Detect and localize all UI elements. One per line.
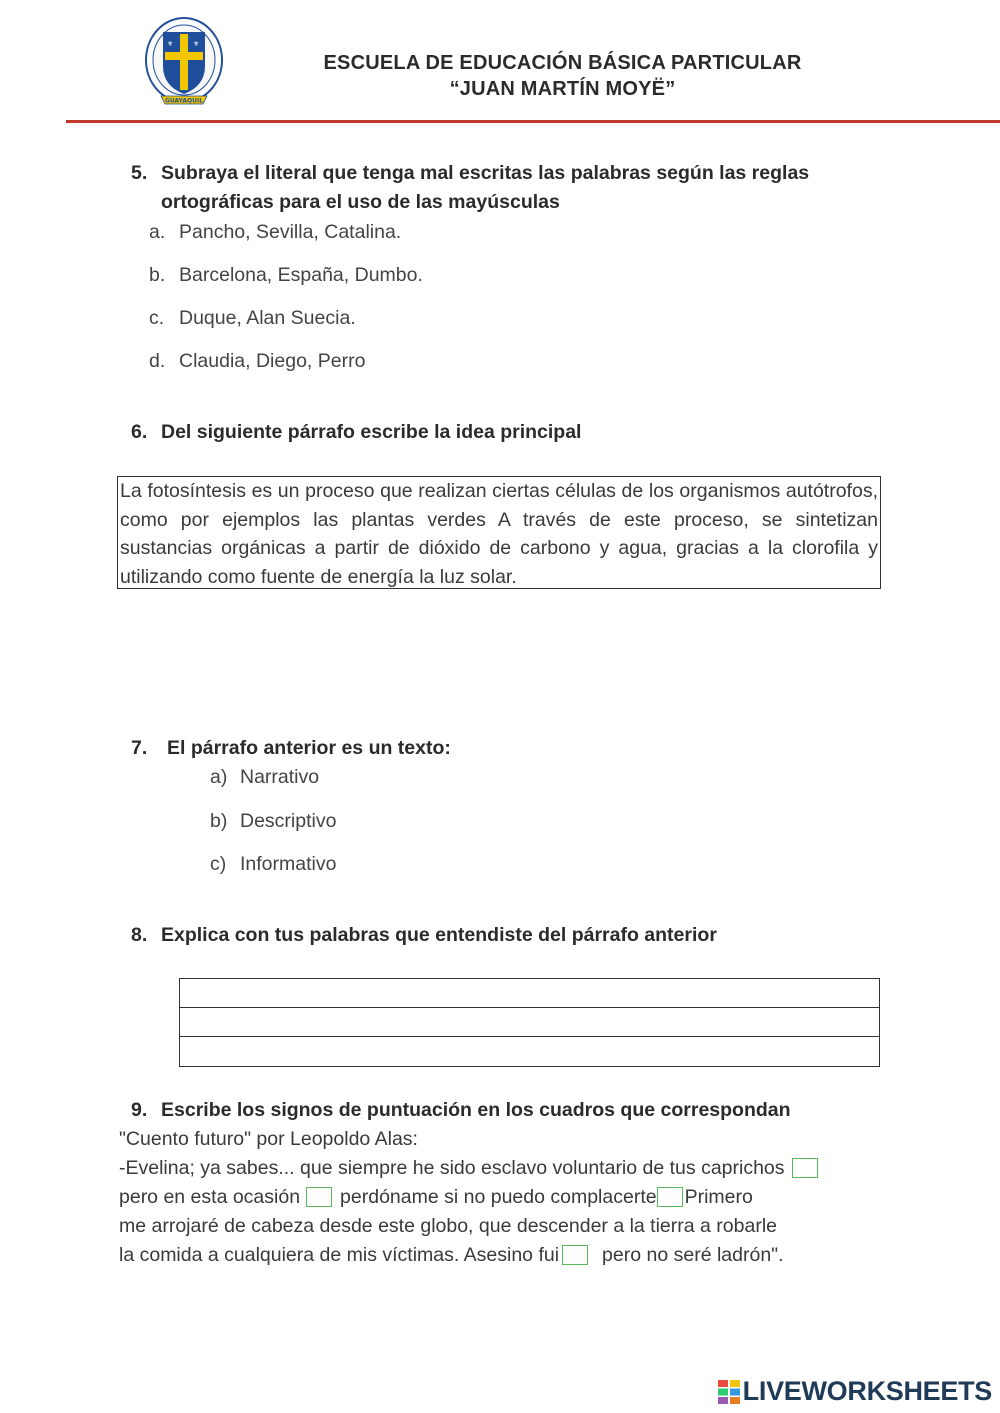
question-8-heading <box>131 921 871 950</box>
story-line-5 <box>119 1241 822 1270</box>
option-letter: a. <box>149 221 166 243</box>
question-6-number: 6. <box>131 421 148 443</box>
option-text: Informativo <box>240 853 337 875</box>
question-5-text-line1: Subraya el literal que tenga mal escritas las palabras según las reglas <box>161 162 810 184</box>
liveworksheets-icon <box>718 1380 740 1404</box>
q5-option-a[interactable] <box>149 219 401 245</box>
question-9-text: Escribe los signos de puntuación en los cuadros que correspondan <box>161 1099 791 1121</box>
question-9-number: 9. <box>131 1099 148 1121</box>
option-text: Pancho, Sevilla, Catalina. <box>179 221 402 243</box>
school-name-line1: ESCUELA DE EDUCACIÓN BÁSICA PARTICULAR <box>323 52 802 74</box>
question-6-heading <box>131 418 871 447</box>
school-name-line2: “JUAN MARTÍN MOYË” <box>449 78 676 100</box>
question-7-text: El párrafo anterior es un texto: <box>167 737 451 759</box>
option-text: Descriptivo <box>240 810 337 832</box>
story-text <box>119 1125 822 1270</box>
story-line-2-text: -Evelina; ya sabes... que siempre he sido esclavo voluntario de tus caprichos <box>119 1157 785 1179</box>
punctuation-box-3[interactable] <box>657 1187 683 1207</box>
story-line-3a: pero en esta ocasión <box>119 1186 301 1208</box>
logo-banner-text: GUAYAQUIL <box>164 97 204 105</box>
story-line-3c: Primero <box>684 1186 753 1208</box>
option-letter: d. <box>149 350 166 372</box>
answer-line-1[interactable] <box>180 979 879 1008</box>
punctuation-box-2[interactable] <box>306 1187 332 1207</box>
story-line-5b: pero no seré ladrón". <box>602 1244 784 1266</box>
answer-line-2[interactable] <box>180 1008 879 1037</box>
q7-option-b[interactable] <box>210 808 336 834</box>
photosynthesis-paragraph: La fotosíntesis es un proceso que realizan ciertas células de los organismos autótrofos, como por ejemplos las plantas verdes A través de este proceso, se sintetizan sustancias orgánicas a partir de dióxido de carbono y agua, gracias a la clorofila y utilizando como fuente de energía la luz solar. <box>117 476 881 589</box>
option-letter: c. <box>149 307 165 329</box>
story-line-3b: perdóname si no puedo complacerte <box>340 1186 657 1208</box>
option-letter: a) <box>210 766 228 788</box>
svg-text:⚜: ⚜ <box>193 40 200 48</box>
punctuation-box-1[interactable] <box>792 1158 818 1178</box>
story-line-4: me arrojaré de cabeza desde este globo, que descender a la tierra a robarle <box>119 1215 777 1237</box>
q5-option-c[interactable] <box>149 305 356 331</box>
question-5-number: 5. <box>131 162 148 184</box>
question-8-text: Explica con tus palabras que entendiste del párrafo anterior <box>161 924 717 946</box>
school-name <box>270 50 855 102</box>
school-logo <box>143 16 225 108</box>
header-divider <box>66 120 1000 123</box>
question-6-text: Del siguiente párrafo escribe la idea principal <box>161 421 582 443</box>
option-text: Narrativo <box>240 766 320 788</box>
q7-option-c[interactable] <box>210 851 336 877</box>
story-line-2 <box>119 1154 822 1183</box>
story-line-1: "Cuento futuro" por Leopoldo Alas: <box>119 1128 418 1150</box>
punctuation-box-4[interactable] <box>562 1245 588 1265</box>
svg-text:⚜: ⚜ <box>167 40 174 48</box>
story-line-3 <box>119 1183 822 1212</box>
option-text: Duque, Alan Suecia. <box>179 307 356 329</box>
question-5-text-line2: ortográficas para el uso de las mayúsculas <box>161 191 560 213</box>
option-letter: b. <box>149 264 166 286</box>
option-letter: c) <box>210 853 227 875</box>
answer-lines-box <box>179 978 880 1067</box>
liveworksheets-text: LIVEWORKSHEETS <box>742 1376 992 1406</box>
option-text: Barcelona, España, Dumbo. <box>179 264 423 286</box>
question-7-number: 7. <box>131 737 148 759</box>
question-7-heading <box>131 734 871 763</box>
liveworksheets-logo <box>718 1376 992 1407</box>
q5-option-d[interactable] <box>149 348 365 374</box>
question-8-number: 8. <box>131 924 148 946</box>
option-letter: b) <box>210 810 228 832</box>
option-text: Claudia, Diego, Perro <box>179 350 366 372</box>
q5-option-b[interactable] <box>149 262 423 288</box>
question-5-heading <box>131 159 871 217</box>
question-9-heading <box>131 1096 871 1125</box>
answer-line-3[interactable] <box>180 1037 879 1066</box>
story-line-5a: la comida a cualquiera de mis víctimas. Asesino fui <box>119 1244 560 1266</box>
q7-option-a[interactable] <box>210 764 319 790</box>
